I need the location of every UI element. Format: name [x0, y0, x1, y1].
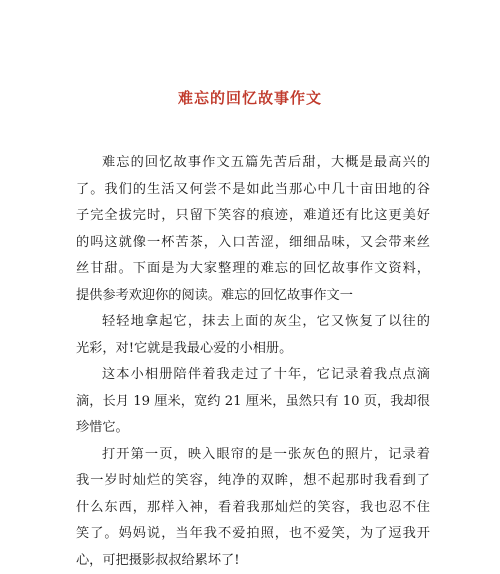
text-line: 滴，长月 19 厘米，宽约 21 厘米，虽然只有 10 页，我却很	[76, 389, 430, 416]
text-line: 光彩，对!它就是我最心爱的小相册。	[76, 336, 430, 363]
text-line: 我一岁时灿烂的笑容，纯净的双眸，想不起那时我看到了	[76, 468, 430, 495]
text-line: 珍惜它。	[76, 415, 430, 442]
text-line: 子完全拔完时，只留下笑容的痕迹，难道还有比这更美好	[76, 203, 430, 230]
document-body	[76, 150, 430, 574]
text-line: 难忘的回忆故事作文五篇先苦后甜，大概是最高兴的	[76, 150, 430, 177]
text-line: 提供参考欢迎你的阅读。难忘的回忆故事作文一	[76, 283, 430, 310]
text-line: 的吗这就像一杯苦茶，入口苦涩，细细品味，又会带来丝	[76, 230, 430, 257]
text-line: 笑了。妈妈说，当年我不爱拍照，也不爱笑，为了逗我开	[76, 521, 430, 548]
text-line: 打开第一页，映入眼帘的是一张灰色的照片，记录着	[76, 442, 430, 469]
text-line: 什么东西，那样入神，看着我那灿烂的笑容，我也忍不住	[76, 495, 430, 522]
text-line: 轻轻地拿起它，抹去上面的灰尘，它又恢复了以往的	[76, 309, 430, 336]
text-line: 这本小相册陪伴着我走过了十年，它记录着我点点滴	[76, 362, 430, 389]
text-line: 丝甘甜。下面是为大家整理的难忘的回忆故事作文资料，	[76, 256, 430, 283]
document-title: 难忘的回忆故事作文	[0, 88, 500, 108]
text-line: 心，可把摄影叔叔给累坏了!	[76, 548, 430, 574]
text-line: 了。我们的生活又何尝不是如此当那心中几十亩田地的谷	[76, 177, 430, 204]
